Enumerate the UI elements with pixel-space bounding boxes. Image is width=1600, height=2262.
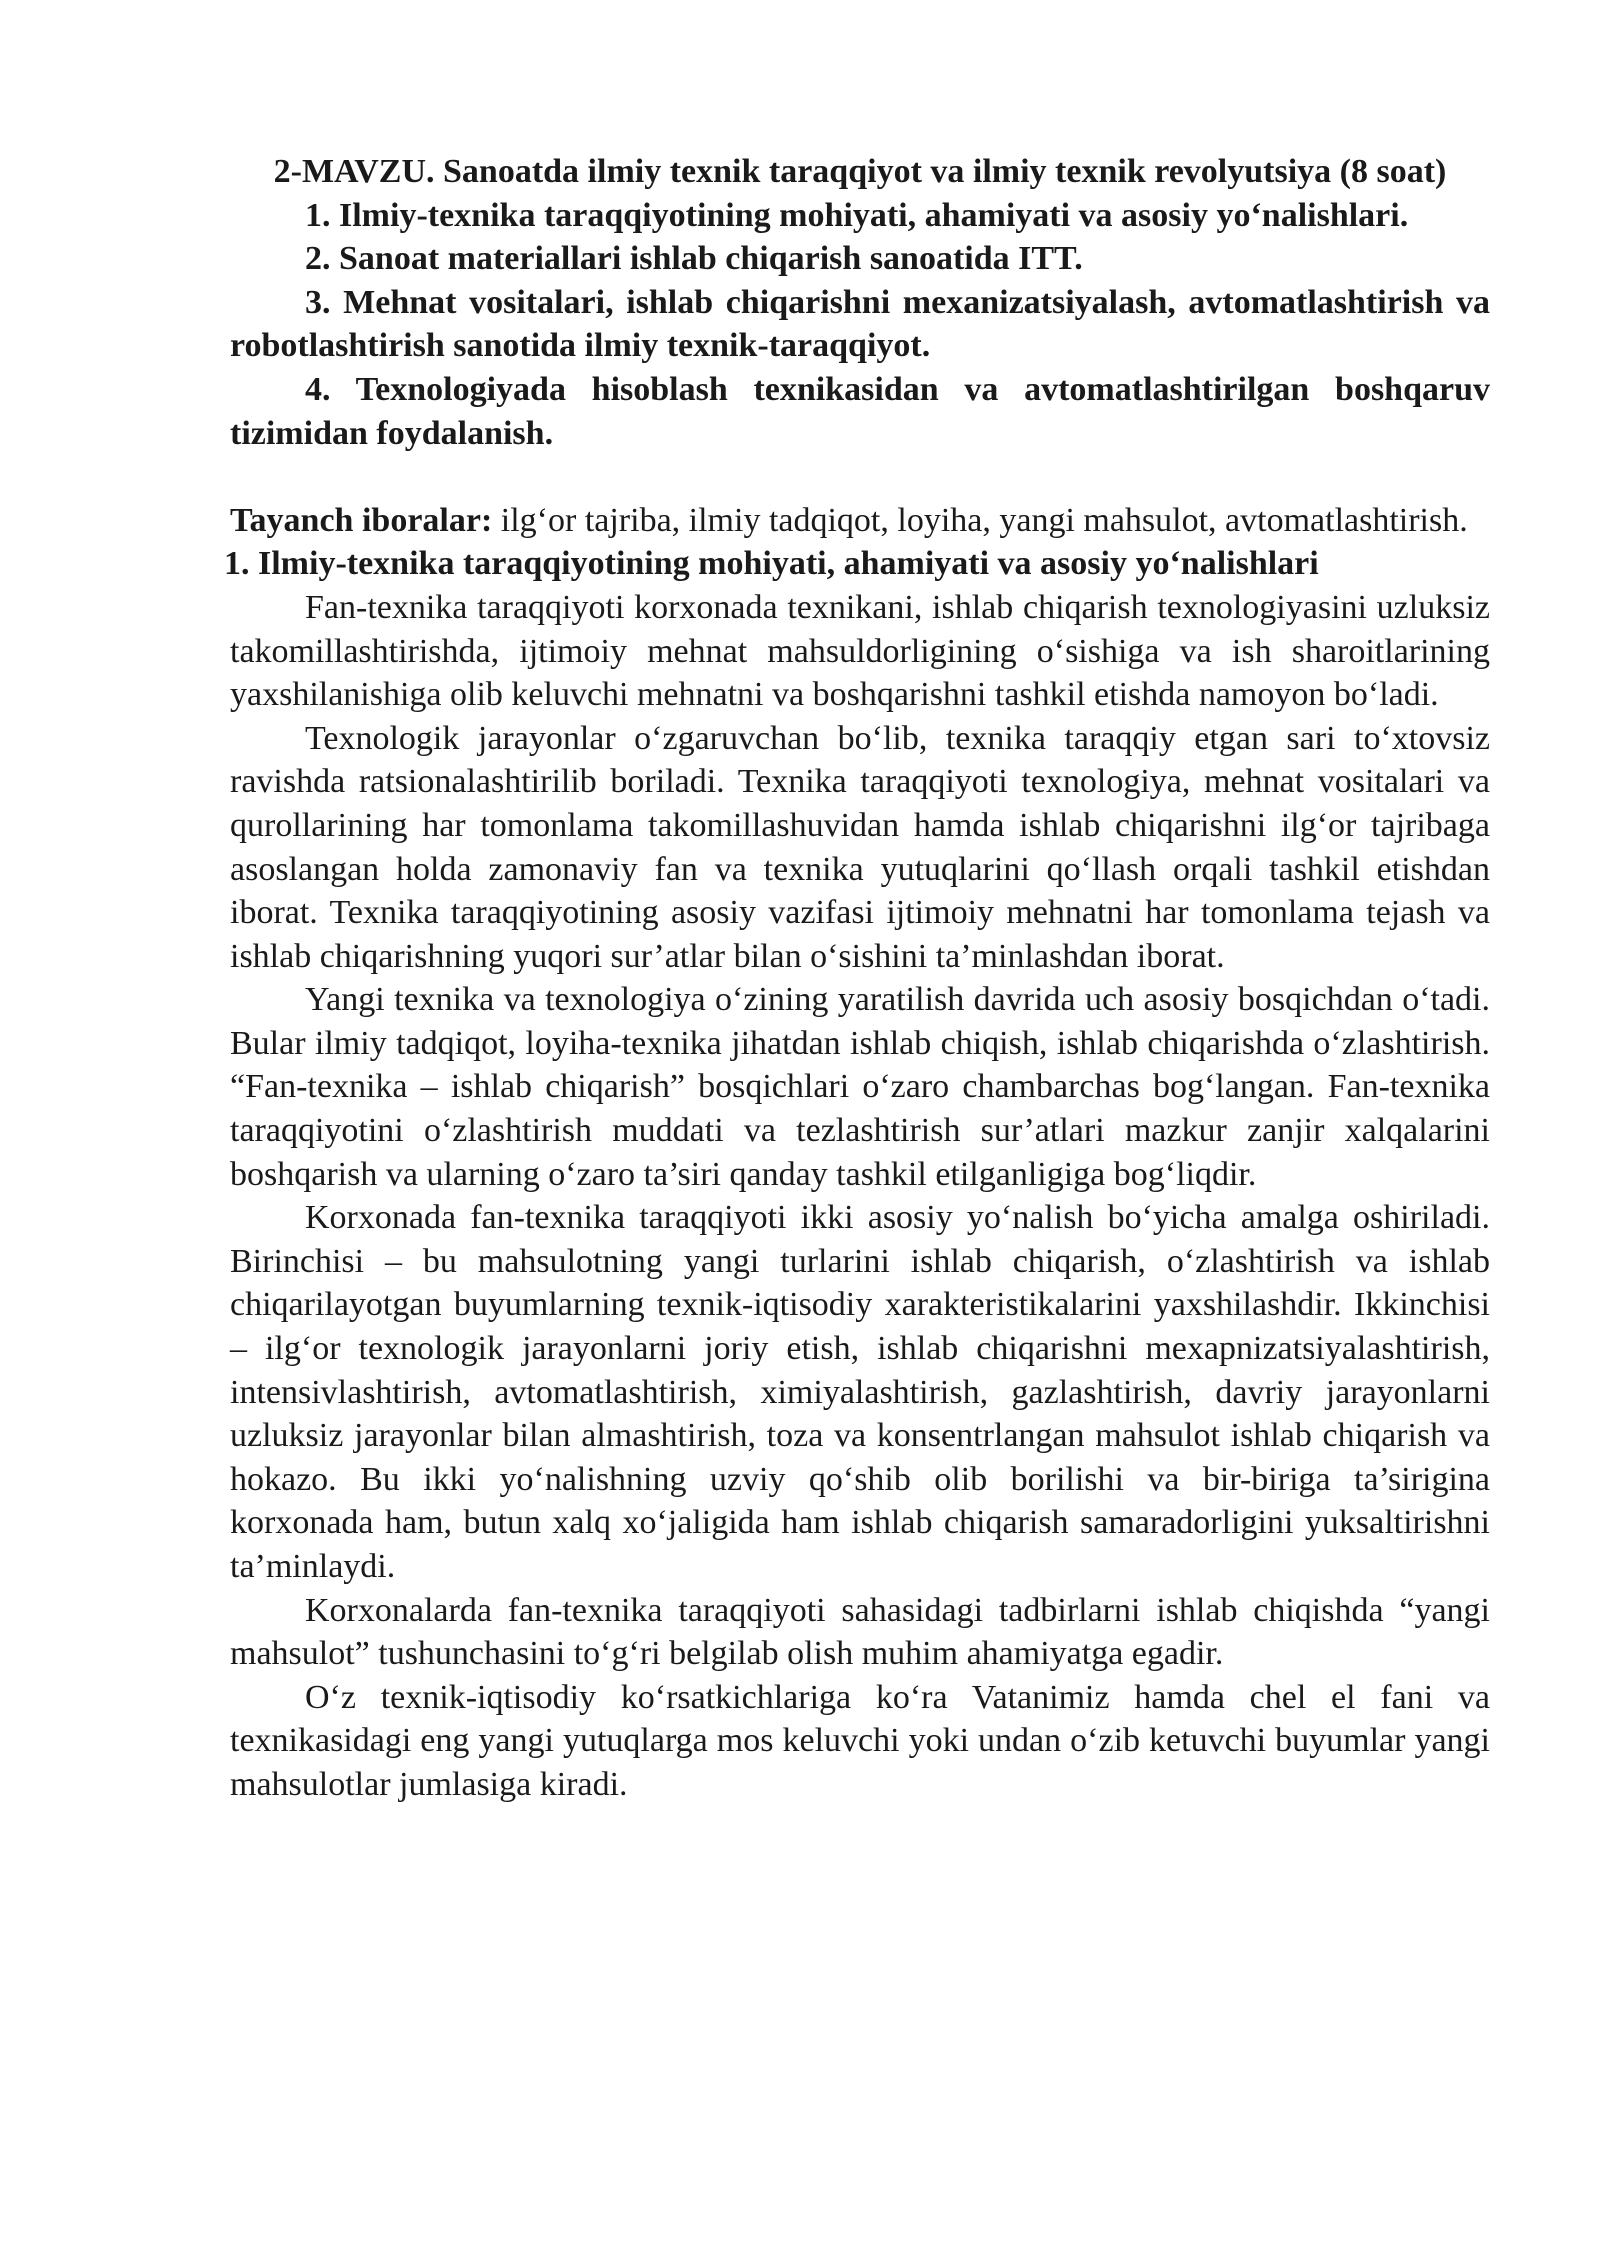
keywords-label: Tayanch iboralar: xyxy=(230,501,493,539)
plan-item-text: Mehnat vositalari, ishlab chiqarishni mexanizatsiyalash, avtomatlashtirish va robotlashtirish sanotida ilmiy texnik-taraqqiyot. xyxy=(230,283,1491,365)
plan-item-number: 3. xyxy=(305,283,331,321)
keywords-text: ilg‘or tajriba, ilmiy tadqiqot, loyiha, yangi mahsulot, avtomatlashtirish. xyxy=(492,501,1468,539)
spacer xyxy=(230,455,1490,499)
plan-item-text: Ilmiy-texnika taraqqiyotining mohiyati, ahamiyati va asosiy yo‘nalishlari. xyxy=(339,196,1409,234)
topic-plan-list xyxy=(230,194,1490,456)
document-title: 2-MAVZU. Sanoatda ilmiy texnik taraqqiyot va ilmiy texnik revolyutsiya (8 soat) xyxy=(273,153,1447,190)
body-paragraph-5: Korxonalarda fan-texnika taraqqiyoti sahasidagi tadbirlarni ishlab chiqishda “yangi mahsulot” tushunchasini to‘g‘ri belgilab olish muhim ahamiyatga egadir. xyxy=(230,1591,1490,1673)
plan-item-text: Texnologiyada hisoblash texnikasidan va avtomatlashtirilgan boshqaruv tizimidan foydalanish. xyxy=(230,370,1490,452)
section-heading: 1. Ilmiy-texnika taraqqiyotining mohiyati, ahamiyati va asosiy yo‘nalishlari xyxy=(224,545,1319,583)
body-paragraph-6: O‘z texnik-iqtisodiy ko‘rsatkichlariga ko‘ra Vatanimiz hamda chel el fani va texnikasidagi eng yangi yutuqlarga mos keluvchi yoki undan o‘zib ketuvchi buyumlar yangi mahsulotlar jumlasiga kiradi. xyxy=(230,1678,1490,1803)
body-paragraph-3: Yangi texnika va texnologiya o‘zining yaratilish davrida uch asosiy bosqichdan o‘tadi. Bular ilmiy tadqiqot, loyiha-texnika jihatdan ishlab chiqish, ishlab chiqarishda o‘zlashtirish. “Fan-texnika – ishlab chiqarish” bosqichlari o‘zaro chambarchas bog‘langan. Fan-texnika taraqqiyotini o‘zlashtirish muddati va tezlashtirish sur’atlari mazkur zanjir xalqalarini boshqarish va ularning o‘zaro ta’siri qanday tashkil etilganligiga bog‘liqdir. xyxy=(230,981,1490,1193)
plan-item-text: Sanoat materiallari ishlab chiqarish sanoatida ITT. xyxy=(339,240,1083,278)
body-paragraph-4: Korxonada fan-texnika taraqqiyoti ikki asosiy yo‘nalish bo‘yicha amalga oshiriladi. Birinchisi – bu mahsulotning yangi turlarini ishlab chiqarish, o‘zlashtirish va ishlab chiqarilayotgan buyumlarning texnik-iqtisodiy xarakteristikalarini yaxshilashdir. Ikkinchisi – ilg‘or texnologik jarayonlarni joriy etish, ishlab chiqarishni mexapnizatsiyalashtirish, intensivlashtirish, avtomatlashtirish, ximiyalashtirish, gazlashtirish, davriy jarayonlarni uzluksiz jarayonlar bilan almashtirish, toza va konsentrlangan mahsulot ishlab chiqarish va hokazo. Bu ikki yo‘nalishning uzviy qo‘shib olib borilishi va bir-biriga ta’sirigina korxonada ham, butun xalq xo‘jaligida ham ishlab chiqarish samaradorligini yuksaltirishni ta’minlaydi. xyxy=(230,1199,1490,1585)
plan-item-number: 4. xyxy=(305,370,331,408)
plan-item-3 xyxy=(230,281,1490,368)
plan-item-number: 1. xyxy=(305,196,331,234)
plan-item-2 xyxy=(230,237,1490,281)
body-paragraph-1: Fan-texnika taraqqiyoti korxonada texnikani, ishlab chiqarish texnologiyasini uzluksiz takomillashtirishda, ijtimoiy mehnat mahsuldorligining o‘sishiga va ish sharoitlarining yaxshilanishiga olib keluvchi mehnatni va boshqarishni tashkil etishda namoyon bo‘ladi. xyxy=(230,588,1490,714)
document-page xyxy=(224,150,1491,1807)
body-paragraph-2: Texnologik jarayonlar o‘zgaruvchan bo‘lib, texnika taraqqiy etgan sari to‘xtovsiz ravishda ratsionalashtirilib boriladi. Texnika taraqqiyoti texnologiya, mehnat vositalari va qurollarining har tomonlama takomillashuvidan hamda ishlab chiqarishni ilg‘or tajribaga asoslangan holda zamonaviy fan va texnika yutuqlarini qo‘llash orqali tashkil etishdan iborat. Texnika taraqqiyotining asosiy vazifasi ijtimoiy mehnatni har tomonlama tejash va ishlab chiqarishning yuqori sur’atlar bilan o‘sishini ta’minlashdan iborat. xyxy=(230,719,1490,975)
plan-item-4 xyxy=(230,368,1490,455)
plan-item-1 xyxy=(230,194,1490,238)
keywords-line xyxy=(230,499,1490,543)
plan-item-number: 2. xyxy=(305,240,331,278)
